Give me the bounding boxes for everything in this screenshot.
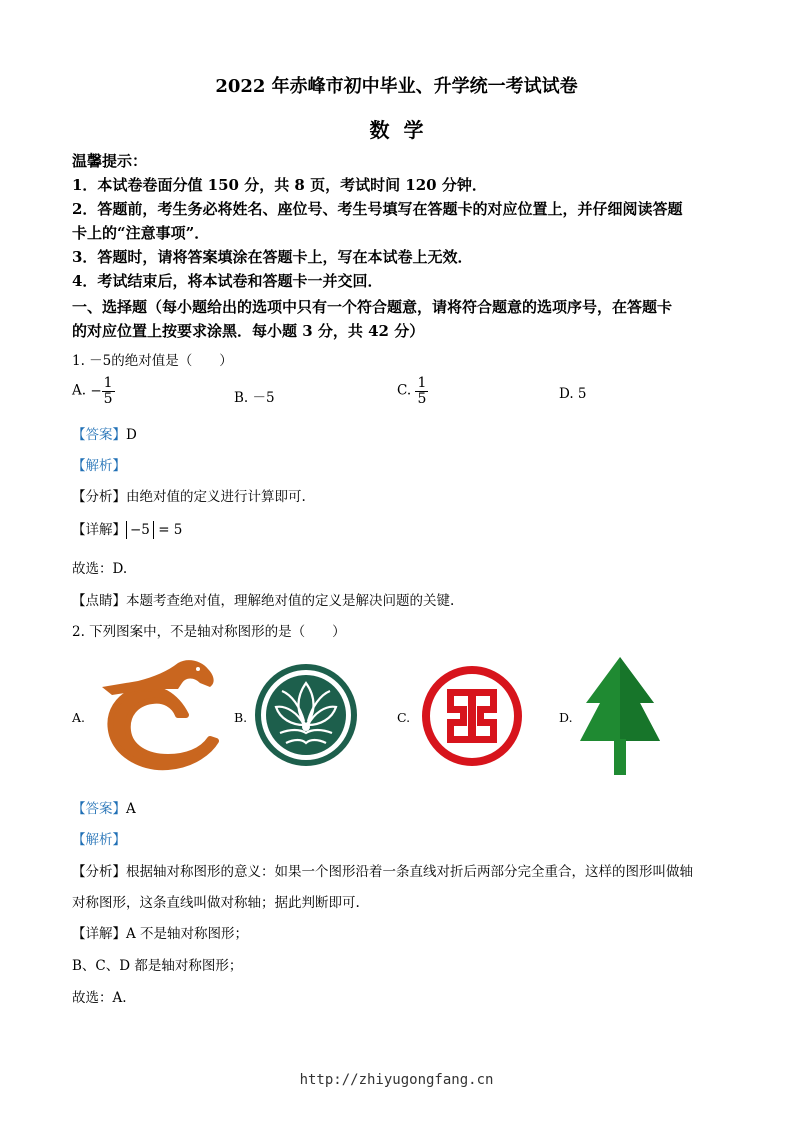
dragon-c-logo-icon	[98, 655, 223, 775]
q2-fenxi-line1	[72, 860, 693, 880]
footer-url[interactable]: http://zhiyugongfang.cn	[299, 1072, 494, 1088]
tip-2: 2．答题前，考生务必将姓名、座位号、考生号填写在答题卡的对应位置上，并仔细阅读答题	[72, 200, 683, 218]
q2-option-a-label: A.	[72, 710, 86, 725]
q1-option-d: D. 5	[559, 386, 587, 402]
q1-option-c-fraction	[415, 376, 428, 406]
q1-answer	[72, 423, 137, 443]
xiangjie-result: = 5	[158, 522, 183, 538]
lotus-circle-logo-icon	[254, 663, 358, 767]
tip-4: 4．考试结束后，将本试卷和答题卡一并交回．	[72, 272, 383, 290]
q1-stem: 1. －5的绝对值是（ ）	[72, 353, 233, 369]
fraction-denominator: 5	[103, 390, 113, 407]
q2-answer	[72, 797, 136, 817]
fenxi-label: 【分析】	[72, 489, 126, 505]
fraction-numerator: 1	[103, 375, 113, 391]
xiangjie-text: A 不是轴对称图形；	[126, 926, 249, 942]
section-heading-line1: 一、选择题（每小题给出的选项中只有一个符合题意，请将符合题意的选项序号，在答题卡	[72, 298, 673, 316]
tip-2-cont: 卡上的“注意事项”．	[72, 224, 210, 242]
q1-choose: 故选：D.	[72, 561, 128, 577]
q1-option-a-sign: −	[90, 383, 102, 400]
bank-logo-icon	[421, 665, 523, 767]
q1-option-a-fraction	[102, 376, 115, 406]
q1-xiangjie	[72, 518, 182, 539]
answer-value: D	[126, 427, 137, 443]
q1-analysis-label	[72, 454, 126, 474]
fenxi-text: 由绝对值的定义进行计算即可.	[126, 489, 306, 505]
tip-1: 1．本试卷卷面分值 150 分，共 8 页，考试时间 120 分钟．	[72, 176, 487, 194]
q1-option-a	[72, 376, 115, 406]
q2-option-c-label: C.	[397, 710, 411, 725]
fraction-denominator: 5	[417, 390, 427, 407]
q2-analysis-label	[72, 828, 126, 848]
q2-fenxi-line2: 对称图形，这条直线叫做对称轴；据此判断即可.	[72, 895, 360, 911]
subject-title: 数学	[369, 118, 438, 142]
xiangjie-label: 【详解】	[72, 522, 126, 538]
exam-title: 2022 年赤峰市初中毕业、升学统一考试试卷	[215, 76, 578, 97]
fenxi-label: 【分析】	[72, 864, 126, 880]
q1-option-a-label: A.	[72, 382, 87, 399]
fraction-numerator: 1	[417, 375, 427, 391]
q2-stem: 2. 下列图案中，不是轴对称图形的是（ ）	[72, 624, 346, 640]
tips-heading: 温馨提示：	[72, 152, 148, 170]
xiangjie-label: 【详解】	[72, 926, 126, 942]
answer-label: 【答案】	[72, 427, 126, 443]
answer-label: 【答案】	[72, 801, 126, 817]
q1-dianjing	[72, 589, 454, 609]
q1-option-b: B. －5	[234, 390, 275, 406]
absolute-value-expression: −5	[126, 521, 154, 539]
q1-fenxi	[72, 485, 306, 505]
dianjing-label: 【点睛】	[72, 593, 126, 609]
analysis-label: 【解析】	[72, 458, 126, 474]
q2-option-d-label: D.	[559, 710, 573, 725]
answer-value: A	[126, 801, 136, 817]
q1-option-c	[397, 376, 428, 406]
q1-option-c-label: C.	[397, 382, 412, 399]
tip-3: 3．答题时，请将答案填涂在答题卡上，写在本试卷上无效．	[72, 248, 473, 266]
dianjing-text: 本题考查绝对值，理解绝对值的定义是解决问题的关键.	[126, 593, 455, 609]
q2-option-b-label: B.	[234, 710, 248, 725]
analysis-label: 【解析】	[72, 832, 126, 848]
q2-xiangjie-line2: B、C、D 都是轴对称图形；	[72, 958, 243, 974]
tree-icon	[576, 655, 664, 777]
fenxi-text: 根据轴对称图形的意义：如果一个图形沿着一条直线对折后两部分完全重合，这样的图形叫做轴	[126, 864, 693, 880]
q2-xiangjie-line1	[72, 922, 248, 942]
section-heading-line2: 的对应位置上按要求涂黑．每小题 3 分，共 42 分）	[72, 322, 425, 340]
q2-choose: 故选：A.	[72, 990, 127, 1006]
